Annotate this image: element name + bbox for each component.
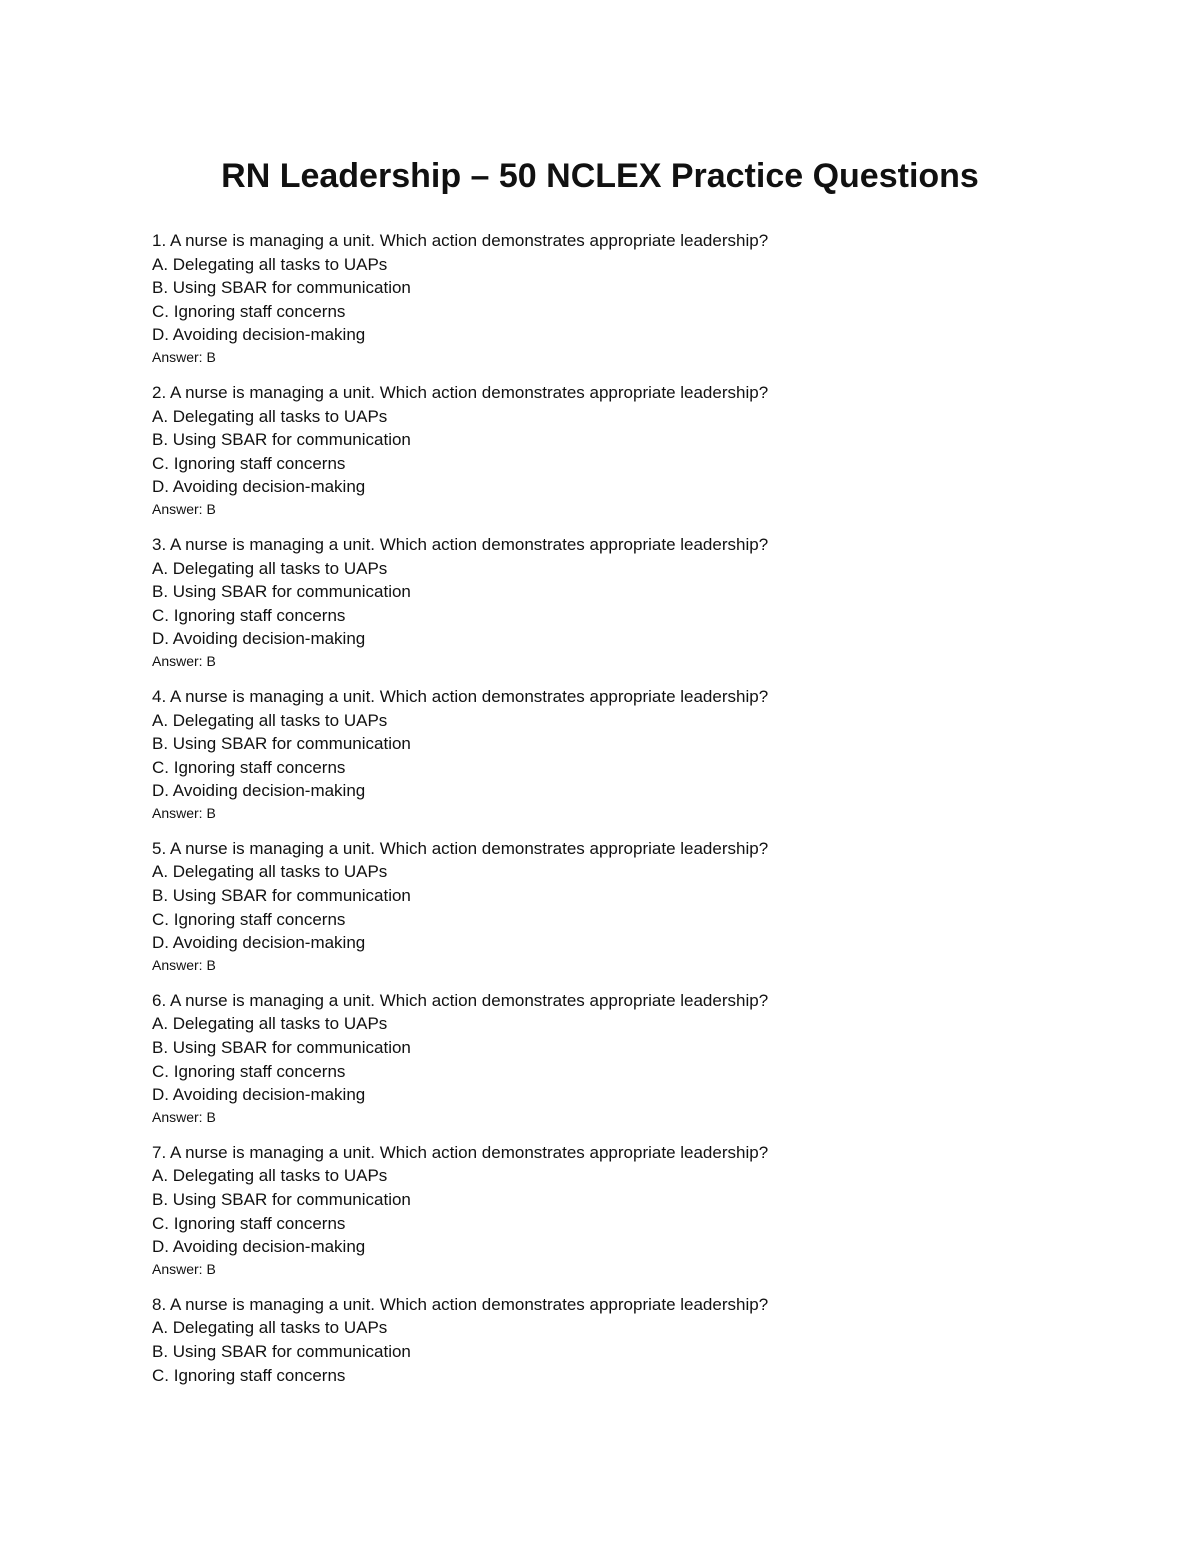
question-item [152, 229, 1132, 368]
option-b: B. Using SBAR for communication [152, 430, 411, 450]
option-a: A. Delegating all tasks to UAPs [152, 406, 388, 426]
option-b: B. Using SBAR for communication [152, 278, 411, 298]
question-stem: 1. A nurse is managing a unit. Which action demonstrates appropriate leadership? [152, 231, 769, 250]
option-d: D. Avoiding decision-making [152, 629, 366, 649]
option-a: A. Delegating all tasks to UAPs [152, 1318, 388, 1338]
question-stem: 2. A nurse is managing a unit. Which action demonstrates appropriate leadership? [152, 382, 769, 402]
question-item [152, 837, 1132, 976]
answer-key: Answer: B [152, 500, 216, 517]
option-b: B. Using SBAR for communication [152, 734, 411, 754]
option-c: C. Ignoring staff concerns [152, 909, 346, 929]
question-item [152, 533, 1132, 672]
option-a: A. Delegating all tasks to UAPs [152, 558, 388, 578]
answer-key: Answer: B [152, 348, 216, 365]
option-a: A. Delegating all tasks to UAPs [152, 862, 388, 882]
option-c: C. Ignoring staff concerns [152, 1213, 346, 1233]
option-c: C. Ignoring staff concerns [152, 1365, 346, 1385]
option-a: A. Delegating all tasks to UAPs [152, 1166, 388, 1186]
option-c: C. Ignoring staff concerns [152, 453, 346, 473]
option-c: C. Ignoring staff concerns [152, 301, 346, 321]
option-c: C. Ignoring staff concerns [152, 605, 346, 625]
question-stem: 7. A nurse is managing a unit. Which action demonstrates appropriate leadership? [152, 1142, 769, 1162]
option-a: A. Delegating all tasks to UAPs [152, 1014, 388, 1034]
option-d: D. Avoiding decision-making [152, 933, 366, 953]
question-list [152, 229, 1132, 1400]
question-item [152, 381, 1132, 520]
option-d: D. Avoiding decision-making [152, 477, 366, 497]
option-d: D. Avoiding decision-making [152, 325, 366, 345]
option-b: B. Using SBAR for communication [152, 1038, 411, 1058]
question-stem: 5. A nurse is managing a unit. Which action demonstrates appropriate leadership? [152, 838, 769, 858]
question-stem: 8. A nurse is managing a unit. Which action demonstrates appropriate leadership? [152, 1294, 769, 1314]
option-d: D. Avoiding decision-making [152, 781, 366, 801]
question-stem: 6. A nurse is managing a unit. Which action demonstrates appropriate leadership? [152, 990, 769, 1010]
answer-key: Answer: B [152, 1260, 216, 1277]
option-d: D. Avoiding decision-making [152, 1237, 366, 1257]
answer-key: Answer: B [152, 1108, 216, 1125]
option-a: A. Delegating all tasks to UAPs [152, 254, 388, 274]
option-c: C. Ignoring staff concerns [152, 1061, 346, 1081]
option-b: B. Using SBAR for communication [152, 1341, 411, 1361]
option-c: C. Ignoring staff concerns [152, 757, 346, 777]
question-stem: 4. A nurse is managing a unit. Which action demonstrates appropriate leadership? [152, 686, 769, 706]
option-d: D. Avoiding decision-making [152, 1085, 366, 1105]
question-item [152, 1141, 1132, 1280]
question-item [152, 1293, 1132, 1387]
option-a: A. Delegating all tasks to UAPs [152, 710, 388, 730]
option-b: B. Using SBAR for communication [152, 886, 411, 906]
question-item [152, 685, 1132, 824]
answer-key: Answer: B [152, 652, 216, 669]
question-item [152, 989, 1132, 1128]
document-title: RN Leadership – 50 NCLEX Practice Questions [221, 157, 979, 195]
answer-key: Answer: B [152, 804, 216, 821]
option-b: B. Using SBAR for communication [152, 582, 411, 602]
question-stem: 3. A nurse is managing a unit. Which action demonstrates appropriate leadership? [152, 534, 769, 554]
answer-key: Answer: B [152, 956, 216, 973]
option-b: B. Using SBAR for communication [152, 1190, 411, 1209]
